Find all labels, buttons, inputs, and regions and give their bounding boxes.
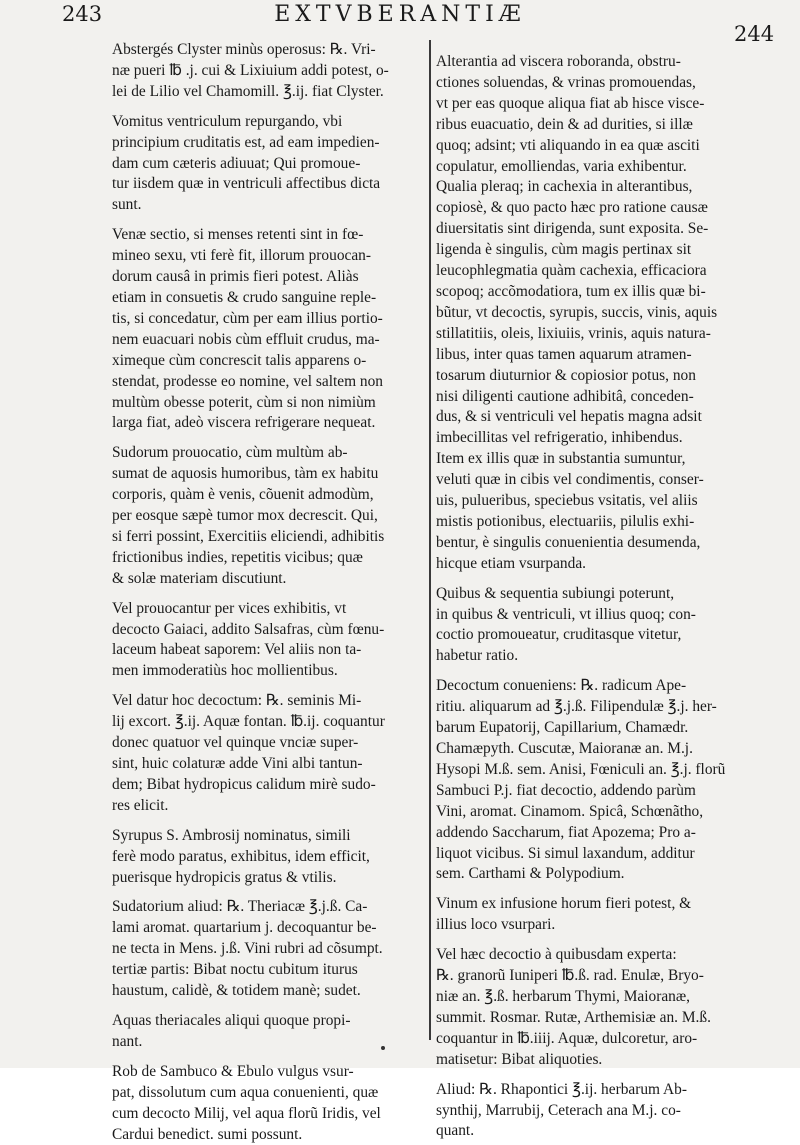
text-line: liquot vicibus. Si simul laxandum, additur [436,844,768,865]
text-line: ribus euacuatio, dein & ad durities, si illæ [436,115,768,136]
running-title: EXTVBERANTIÆ [0,2,800,27]
text-line: synthij, Marrubij, Ceterach ana M.j. co- [436,1101,768,1122]
text-line: Aliud: ℞. Rhapontici ℥.ij. herbarum Ab- [436,1080,768,1101]
text-line: Chamæpyth. Cuscutæ, Maioranæ an. M.j. [436,739,768,760]
text-line: Rob de Sambuco & Ebulo vulgus vsur- [112,1062,424,1083]
text-line: libus, inter quas tamen aquarum atramen- [436,345,768,366]
text-line: bũtur, vt decoctis, syrupis, succis, vinis, aquis [436,303,768,324]
text-line: decocto Gaiaci, addito Salsafras, cùm fœnu- [112,620,424,641]
paragraph [112,1062,424,1145]
text-line: quant. [436,1121,768,1142]
text-line: diuersitatis sint dirigenda, sunt exposita. Se- [436,219,768,240]
text-line: sint, huic colaturæ adde Vini albi tantun- [112,754,424,775]
text-line: niæ an. ℥.ß. herbarum Thymi, Maioranæ, [436,987,768,1008]
text-line: dem; Bibat hydropicus calidum mirè sudo- [112,775,424,796]
text-line: Vomitus ventriculum repurgando, vbi [112,112,424,133]
text-line: Vinum ex infusione horum fieri potest, & [436,894,768,915]
text-line: nant. [112,1032,424,1053]
text-line: tis, si concedatur, cùm per eam illius portio- [112,309,424,330]
text-line: summit. Rosmar. Rutæ, Arthemisiæ an. M.ß. [436,1008,768,1029]
text-line: lami aromat. quartarium j. decoquantur be- [112,918,424,939]
text-line: & solæ materiam discutiunt. [112,569,424,590]
text-line: laceum habeat saporem: Vel aliis non ta- [112,640,424,661]
text-line: Sudatorium aliud: ℞. Theriacæ ℥.j.ß. Ca- [112,897,424,918]
text-line: in quibus & ventriculi, vt illius quoq; con- [436,605,768,626]
text-line: scopoq; accõmodatiora, tum ex illis quæ bi- [436,282,768,303]
text-line: multùm obesse poterit, cùm si non nimiùm [112,393,424,414]
text-line: Vel datur hoc decoctum: ℞. seminis Mi- [112,691,424,712]
text-line: veluti quæ in cibis vel condimentis, conser- [436,470,768,491]
text-line: Syrupus S. Ambrosij nominatus, simili [112,826,424,847]
text-line: frictionibus indies, repetitis vicibus; quæ [112,548,424,569]
text-line: stendat, prodesse eo nomine, vel saltem non [112,372,424,393]
text-line: ligenda è singulis, cùm magis pertinax sit [436,240,768,261]
text-line: lei de Lilio vel Chamomill. ℥.ij. fiat Clyster. [112,82,424,103]
paragraph [112,112,424,217]
column-rule [429,40,431,1040]
paragraph [436,584,768,668]
text-line: Sambuci P.j. fiat decoctio, addendo parùm [436,781,768,802]
text-line: Aquas theriacales aliqui quoque propi- [112,1011,424,1032]
text-line: tosarum diuturnior & copiosior potus, non [436,366,768,387]
text-line: pat, dissolutum cum aqua conuenienti, quæ [112,1083,424,1104]
paragraph [112,40,424,103]
text-line: vt per eas quoque aliqua fiat ab hisce visce- [436,94,768,115]
text-line: Cardui benedict. sumi possunt. [112,1125,424,1145]
text-line: mineo sexu, vti ferè fit, illorum prouocan- [112,246,424,267]
page-header [0,0,800,36]
text-line: imbecillitas vel refrigeratio, inhibendus. [436,428,768,449]
text-line: res elicit. [112,796,424,817]
text-line: Vini, aromat. Cinamom. Spicâ, Schœnãtho, [436,802,768,823]
text-line: Quibus & sequentia subiungi poterunt, [436,584,768,605]
text-line: illius loco vsurpari. [436,915,768,936]
text-line: dorum causâ in primis fieri potest. Aliàs [112,267,424,288]
paragraph [112,826,424,889]
text-line: etiam in consuetis & crudo sanguine replе- [112,288,424,309]
text-line: quoq; adsint; vti aliquando in ea quæ asciti [436,136,768,157]
text-line: sunt. [112,195,424,216]
text-line: principium cruditatis est, ad eam impedien- [112,133,424,154]
text-line: Venæ sectio, si menses retenti sint in fœ- [112,225,424,246]
paragraph [112,443,424,589]
text-line: corporis, quàm è venis, cõuenit admodùm, [112,485,424,506]
text-line: næ pueri ℔ .j. cui & Lixiuium addi potest, o- [112,61,424,82]
text-line: lij excort. ℥.ij. Aquæ fontan. ℔.ij. coquantur [112,712,424,733]
text-line: Alterantia ad viscera roboranda, obstru- [436,52,768,73]
text-line: hicque etiam vsurpanda. [436,554,768,575]
text-line: Decoctum conueniens: ℞. radicum Ape- [436,676,768,697]
text-line: coctio promoueatur, cruditasque vitetur, [436,625,768,646]
text-line: nisi diligenti cautione adhibitâ, conceden- [436,387,768,408]
text-line: bentur, è singulis conuenientia desumenda, [436,533,768,554]
text-line: Vel prouocantur per vices exhibitis, vt [112,599,424,620]
text-line: copiosè, & quo pacto hæc pro ratione causæ [436,198,768,219]
paragraph [436,52,768,575]
text-line: dam cum cæteris adiuuat; Qui promoue- [112,154,424,175]
text-line: matisetur: Bibat aliquoties. [436,1050,768,1071]
text-line: ritiu. aliquarum ad ℥.j.ß. Filipendulæ ℥.j. her- [436,697,768,718]
text-line: si ferri possint, Exercitiis eliciendi, adhibitis [112,527,424,548]
text-line: Vel hæc decoctio à quibusdam experta: [436,945,768,966]
footer-mark [381,1046,385,1050]
text-line: ferè modo paratus, exhibitus, idem efficit, [112,847,424,868]
paragraph [436,1080,768,1143]
text-line: ximeque cùm concrescit talis apparens o- [112,351,424,372]
paragraph [112,691,424,816]
page-number-left: 243 [62,2,102,26]
page-number-right: 244 [734,22,774,46]
paragraph [436,894,768,936]
text-line: sumat de aquosis humoribus, tàm ex habitu [112,464,424,485]
text-line: Sudorum prouocatio, cùm multùm ab- [112,443,424,464]
paragraph [436,945,768,1070]
text-line: tertiæ partis: Bibat noctu cubitum iturus [112,960,424,981]
text-line: nem euacuari nobis cùm effluit crudus, ma- [112,330,424,351]
text-line: tur iisdem quæ in ventriculi affectibus dicta [112,174,424,195]
paragraph [436,676,768,885]
text-line: mistis potionibus, electuariis, pilulis exhi- [436,512,768,533]
text-line: leucophlegmatia quàm cachexia, efficaciora [436,261,768,282]
text-line: stillatitiis, oleis, lixiuiis, vrinis, aquis natura- [436,324,768,345]
text-line: puerisque hydropicis gratus & vtilis. [112,868,424,889]
text-line: habetur ratio. [436,646,768,667]
text-line: haustum, calidè, & totidem manè; sudet. [112,981,424,1002]
text-line: men immoderatiùs hoc mollientibus. [112,661,424,682]
paragraph [112,897,424,1002]
text-line: per eosque sæpè tumor mox decrescit. Qui, [112,506,424,527]
text-line: copulatur, emolliendas, varia exhibentur. [436,157,768,178]
text-line: larga fiat, adeò viscera refrigerare nequeat. [112,413,424,434]
text-line: Item ex illis quæ in substantia sumuntur, [436,449,768,470]
text-line: sem. Carthami & Polypodium. [436,864,768,885]
text-line: ℞. granorũ Iuniperi ℔.ß. rad. Enulæ, Bryo- [436,966,768,987]
text-line: coquantur in ℔.iiij. Aquæ, dulcoretur, aro- [436,1029,768,1050]
text-line: Qualia pleraq; in cachexia in alterantibus, [436,177,768,198]
paragraph [112,225,424,434]
text-line: cum decocto Milij, vel aqua florũ Iridis, vel [112,1104,424,1125]
left-column [112,40,424,1145]
paragraph [112,1011,424,1053]
text-line: dus, & si ventriculi vel hepatis magna adsit [436,407,768,428]
text-line: uis, pulueribus, speciebus vsitatis, vel aliis [436,491,768,512]
text-line: Abstergés Clyster minùs operosus: ℞. Vri- [112,40,424,61]
text-line: barum Eupatorij, Capillarium, Chamædr. [436,718,768,739]
text-line: addendo Saccharum, fiat Apozema; Pro a- [436,823,768,844]
text-line: Hysopi M.ß. sem. Anisi, Fœniculi an. ℥.j. florũ [436,760,768,781]
text-line: ctiones soluendas, & vrinas promouendas, [436,73,768,94]
paragraph [112,599,424,683]
text-line: donec quatuor vel quinque vnciæ super- [112,733,424,754]
right-column [436,52,768,1142]
text-line: ne tecta in Mens. j.ß. Vini rubri ad cõsumpt. [112,939,424,960]
